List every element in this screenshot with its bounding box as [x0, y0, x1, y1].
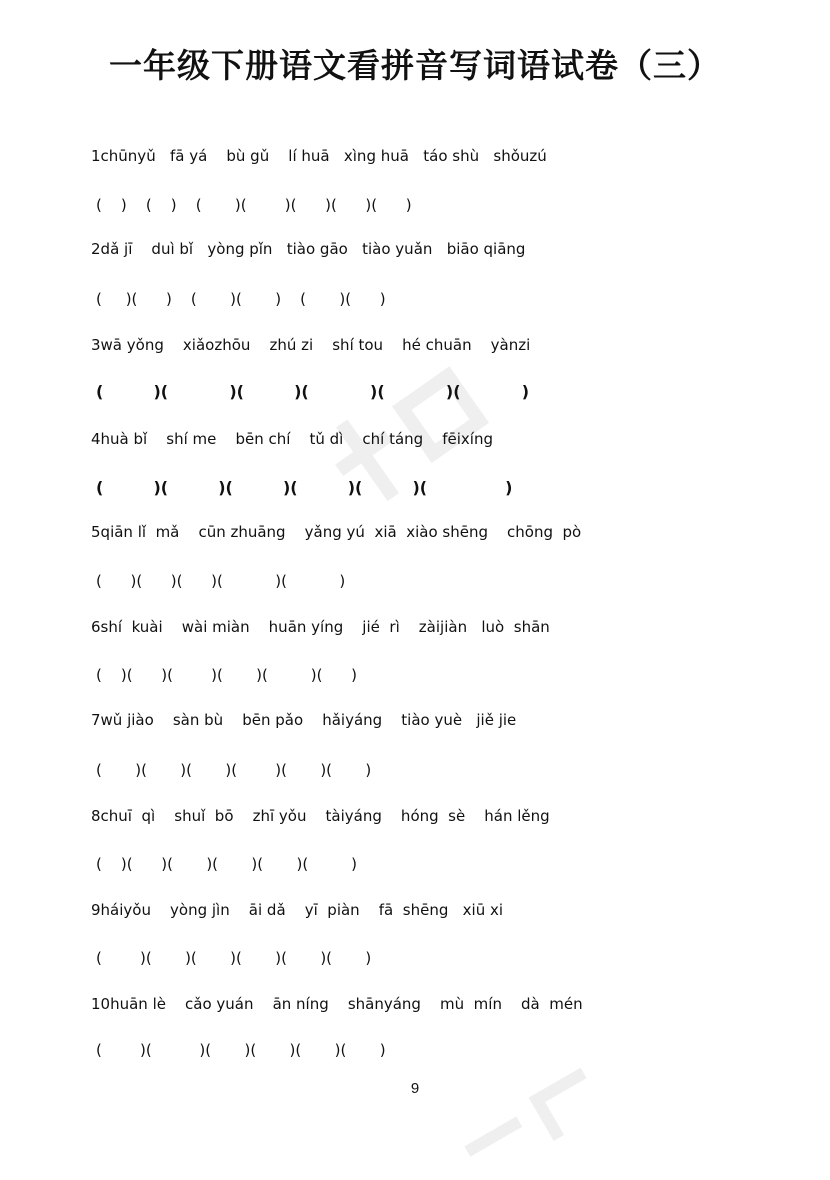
- question-5-answer-brackets: ( )( )( )( )( ): [96, 572, 346, 590]
- question-7-pinyin: 7wǔ jiào sàn bù bēn pǎo hǎiyáng tiào yuè jiě jie: [91, 711, 517, 729]
- question-7-answer-brackets: ( )( )( )( )( )( ): [96, 761, 372, 779]
- question-2-pinyin: 2dǎ jī duì bǐ yòng pǐn tiào gāo tiào yuǎn biāo qiāng: [91, 240, 526, 258]
- question-10-pinyin: 10huān lè cǎo yuán ān níng shānyáng mù mín dà mén: [91, 995, 583, 1013]
- question-4-pinyin: 4huà bǐ shí me bēn chí tǔ dì chí táng fēixíng: [91, 430, 493, 448]
- question-6-answer-brackets: ( )( )( )( )( )( ): [96, 666, 357, 684]
- question-8-pinyin: 8chuī qì shuǐ bō zhī yǒu tàiyáng hóng sè hán lěng: [91, 807, 550, 825]
- watermark-graphic-bottom: [430, 1060, 630, 1180]
- question-3-pinyin: 3wā yǒng xiǎozhōu zhú zi shí tou hé chuān yànzi: [91, 336, 531, 354]
- question-4-answer-brackets: ( )( )( )( )( )( ): [96, 478, 513, 497]
- question-10-answer-brackets: ( )( )( )( )( )( ): [96, 1041, 386, 1059]
- question-8-answer-brackets: ( )( )( )( )( )( ): [96, 855, 357, 873]
- question-9-answer-brackets: ( )( )( )( )( )( ): [96, 949, 372, 967]
- question-5-pinyin: 5qiān lǐ mǎ cūn zhuāng yǎng yú xiā xiào shēng chōng pò: [91, 523, 582, 541]
- page-number: 9: [410, 1080, 420, 1097]
- question-6-pinyin: 6shí kuài wài miàn huān yíng jié rì zàijiàn luò shān: [91, 618, 550, 636]
- question-9-pinyin: 9háiyǒu yòng jìn āi dǎ yī piàn fā shēng xiū xi: [91, 901, 504, 919]
- question-3-answer-brackets: ( )( )( )( )( )( ): [96, 382, 530, 401]
- question-2-answer-brackets: ( )( ) ( )( ) ( )( ): [96, 290, 386, 308]
- question-1-answer-brackets: ( ) ( ) ( )( )( )( )( ): [96, 196, 412, 214]
- page-title: 一年级下册语文看拼音写词语试卷（三）: [109, 46, 721, 85]
- question-1-pinyin: 1chūnyǔ fā yá bù gǔ lí huā xìng huā táo shù shǒuzú: [91, 147, 547, 165]
